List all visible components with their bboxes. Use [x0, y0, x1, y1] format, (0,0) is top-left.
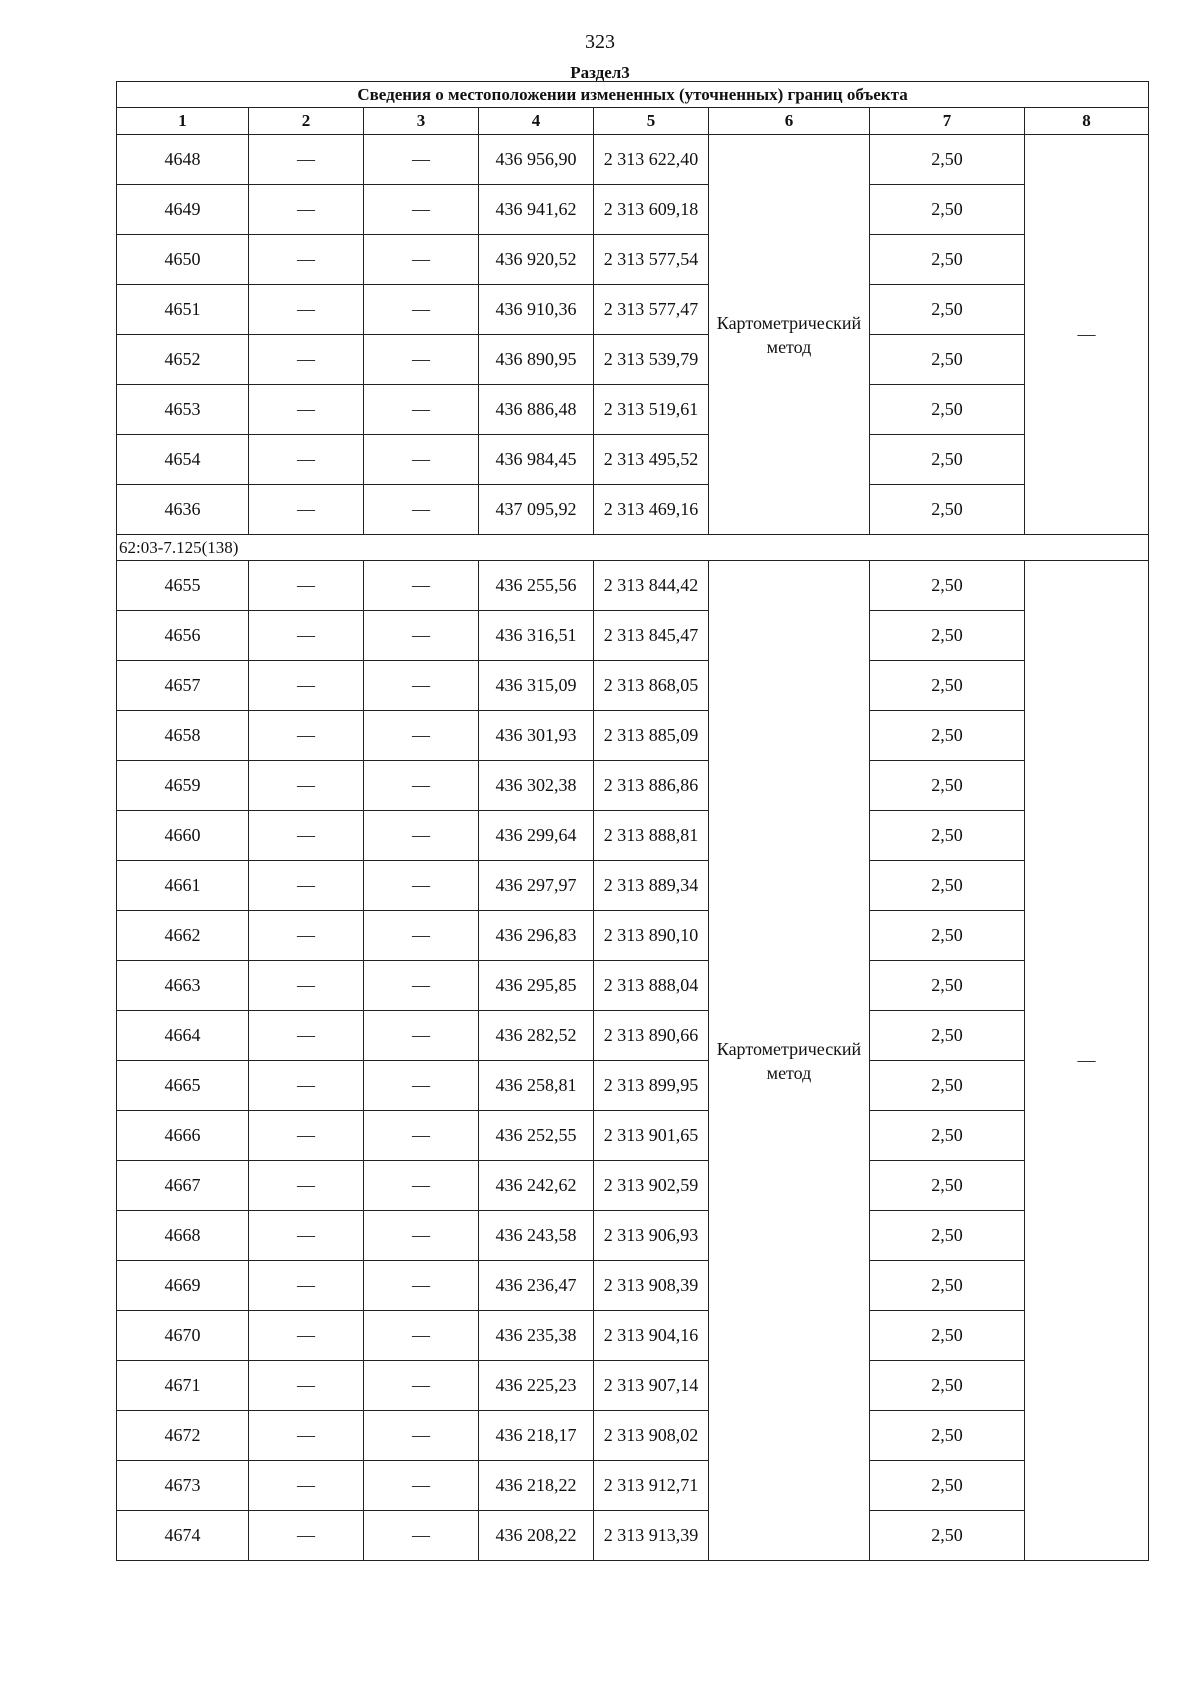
- table-row: [117, 1161, 1149, 1211]
- column-number: 5: [594, 108, 709, 135]
- column-2-cell: —: [249, 561, 364, 611]
- point-number-cell: 4670: [117, 1311, 249, 1361]
- column-2-cell: —: [249, 385, 364, 435]
- y-coordinate-cell: 2 313 885,09: [594, 711, 709, 761]
- column-3-cell: —: [364, 285, 479, 335]
- accuracy-cell: 2,50: [870, 961, 1025, 1011]
- table-row: [117, 1511, 1149, 1561]
- accuracy-cell: 2,50: [870, 1411, 1025, 1461]
- point-number-cell: 4636: [117, 485, 249, 535]
- x-coordinate-cell: 437 095,92: [479, 485, 594, 535]
- table-row: [117, 185, 1149, 235]
- x-coordinate-cell: 436 236,47: [479, 1261, 594, 1311]
- page-number: 323: [585, 31, 615, 53]
- column-number: 7: [870, 108, 1025, 135]
- column-3-cell: —: [364, 1311, 479, 1361]
- point-number-cell: 4673: [117, 1461, 249, 1511]
- column-3-cell: —: [364, 1011, 479, 1061]
- y-coordinate-cell: 2 313 908,02: [594, 1411, 709, 1461]
- x-coordinate-cell: 436 984,45: [479, 435, 594, 485]
- point-number-cell: 4652: [117, 335, 249, 385]
- accuracy-cell: 2,50: [870, 661, 1025, 711]
- column-2-cell: —: [249, 1511, 364, 1561]
- column-3-cell: —: [364, 1261, 479, 1311]
- table-row: [117, 385, 1149, 435]
- y-coordinate-cell: 2 313 886,86: [594, 761, 709, 811]
- y-coordinate-cell: 2 313 577,47: [594, 285, 709, 335]
- column-3-cell: —: [364, 661, 479, 711]
- x-coordinate-cell: 436 255,56: [479, 561, 594, 611]
- column-3-cell: —: [364, 961, 479, 1011]
- accuracy-cell: 2,50: [870, 285, 1025, 335]
- table-row: [117, 661, 1149, 711]
- point-number-cell: 4667: [117, 1161, 249, 1211]
- y-coordinate-cell: 2 313 539,79: [594, 335, 709, 385]
- x-coordinate-cell: 436 910,36: [479, 285, 594, 335]
- x-coordinate-cell: 436 218,22: [479, 1461, 594, 1511]
- table-row: [117, 561, 1149, 611]
- point-number-cell: 4656: [117, 611, 249, 661]
- column-3-cell: —: [364, 1211, 479, 1261]
- y-coordinate-cell: 2 313 888,81: [594, 811, 709, 861]
- x-coordinate-cell: 436 956,90: [479, 135, 594, 185]
- accuracy-cell: 2,50: [870, 711, 1025, 761]
- table-caption: Сведения о местоположении измененных (уточненных) границ объекта: [117, 82, 1149, 108]
- point-number-cell: 4654: [117, 435, 249, 485]
- table-row: [117, 485, 1149, 535]
- column-3-cell: —: [364, 1461, 479, 1511]
- accuracy-cell: 2,50: [870, 335, 1025, 385]
- point-number-cell: 4650: [117, 235, 249, 285]
- y-coordinate-cell: 2 313 902,59: [594, 1161, 709, 1211]
- column-2-cell: —: [249, 761, 364, 811]
- column-8-cell: —: [1025, 135, 1149, 535]
- point-number-cell: 4661: [117, 861, 249, 911]
- table-row: [117, 761, 1149, 811]
- x-coordinate-cell: 436 316,51: [479, 611, 594, 661]
- point-number-cell: 4672: [117, 1411, 249, 1461]
- accuracy-cell: 2,50: [870, 185, 1025, 235]
- column-3-cell: —: [364, 1511, 479, 1561]
- column-2-cell: —: [249, 285, 364, 335]
- x-coordinate-cell: 436 890,95: [479, 335, 594, 385]
- y-coordinate-cell: 2 313 890,10: [594, 911, 709, 961]
- table-row: [117, 1211, 1149, 1261]
- y-coordinate-cell: 2 313 906,93: [594, 1211, 709, 1261]
- table-body: [117, 135, 1149, 1561]
- accuracy-cell: 2,50: [870, 385, 1025, 435]
- x-coordinate-cell: 436 243,58: [479, 1211, 594, 1261]
- method-cell: Картометрический метод: [709, 135, 870, 535]
- column-number: 2: [249, 108, 364, 135]
- x-coordinate-cell: 436 941,62: [479, 185, 594, 235]
- column-3-cell: —: [364, 185, 479, 235]
- point-number-cell: 4655: [117, 561, 249, 611]
- table-row: [117, 135, 1149, 185]
- column-2-cell: —: [249, 1461, 364, 1511]
- column-number: 8: [1025, 108, 1149, 135]
- x-coordinate-cell: 436 242,62: [479, 1161, 594, 1211]
- point-number-cell: 4666: [117, 1111, 249, 1161]
- x-coordinate-cell: 436 302,38: [479, 761, 594, 811]
- y-coordinate-cell: 2 313 907,14: [594, 1361, 709, 1411]
- y-coordinate-cell: 2 313 519,61: [594, 385, 709, 435]
- accuracy-cell: 2,50: [870, 561, 1025, 611]
- column-2-cell: —: [249, 1011, 364, 1061]
- table-row: [117, 235, 1149, 285]
- column-2-cell: —: [249, 485, 364, 535]
- table-row: [117, 1411, 1149, 1461]
- column-2-cell: —: [249, 1311, 364, 1361]
- accuracy-cell: 2,50: [870, 911, 1025, 961]
- y-coordinate-cell: 2 313 469,16: [594, 485, 709, 535]
- point-number-cell: 4663: [117, 961, 249, 1011]
- column-3-cell: —: [364, 811, 479, 861]
- table-row: [117, 1011, 1149, 1061]
- accuracy-cell: 2,50: [870, 1311, 1025, 1361]
- column-2-cell: —: [249, 1061, 364, 1111]
- point-number-cell: 4662: [117, 911, 249, 961]
- column-3-cell: —: [364, 1161, 479, 1211]
- column-number: 6: [709, 108, 870, 135]
- column-3-cell: —: [364, 335, 479, 385]
- x-coordinate-cell: 436 299,64: [479, 811, 594, 861]
- column-3-cell: —: [364, 761, 479, 811]
- accuracy-cell: 2,50: [870, 1361, 1025, 1411]
- column-2-cell: —: [249, 961, 364, 1011]
- column-2-cell: —: [249, 1411, 364, 1461]
- accuracy-cell: 2,50: [870, 1461, 1025, 1511]
- column-3-cell: —: [364, 235, 479, 285]
- accuracy-cell: 2,50: [870, 811, 1025, 861]
- y-coordinate-cell: 2 313 577,54: [594, 235, 709, 285]
- table-row: [117, 1311, 1149, 1361]
- y-coordinate-cell: 2 313 889,34: [594, 861, 709, 911]
- column-2-cell: —: [249, 435, 364, 485]
- accuracy-cell: 2,50: [870, 1511, 1025, 1561]
- y-coordinate-cell: 2 313 908,39: [594, 1261, 709, 1311]
- y-coordinate-cell: 2 313 622,40: [594, 135, 709, 185]
- column-number: 1: [117, 108, 249, 135]
- column-3-cell: —: [364, 1411, 479, 1461]
- column-3-cell: —: [364, 435, 479, 485]
- point-number-cell: 4657: [117, 661, 249, 711]
- accuracy-cell: 2,50: [870, 761, 1025, 811]
- point-number-cell: 4671: [117, 1361, 249, 1411]
- table-row: [117, 1461, 1149, 1511]
- point-number-cell: 4653: [117, 385, 249, 435]
- cadastral-number-label: 62:03-7.125(138): [117, 535, 1149, 561]
- column-2-cell: —: [249, 861, 364, 911]
- column-3-cell: —: [364, 861, 479, 911]
- y-coordinate-cell: 2 313 609,18: [594, 185, 709, 235]
- table-row: [117, 611, 1149, 661]
- column-2-cell: —: [249, 611, 364, 661]
- x-coordinate-cell: 436 315,09: [479, 661, 594, 711]
- point-number-cell: 4668: [117, 1211, 249, 1261]
- y-coordinate-cell: 2 313 904,16: [594, 1311, 709, 1361]
- y-coordinate-cell: 2 313 899,95: [594, 1061, 709, 1111]
- column-3-cell: —: [364, 135, 479, 185]
- column-2-cell: —: [249, 811, 364, 861]
- column-3-cell: —: [364, 385, 479, 435]
- y-coordinate-cell: 2 313 888,04: [594, 961, 709, 1011]
- table-row: [117, 1111, 1149, 1161]
- accuracy-cell: 2,50: [870, 1211, 1025, 1261]
- point-number-cell: 4659: [117, 761, 249, 811]
- table-row: [117, 711, 1149, 761]
- y-coordinate-cell: 2 313 912,71: [594, 1461, 709, 1511]
- x-coordinate-cell: 436 252,55: [479, 1111, 594, 1161]
- accuracy-cell: 2,50: [870, 861, 1025, 911]
- column-3-cell: —: [364, 611, 479, 661]
- column-8-cell: —: [1025, 561, 1149, 1561]
- table-row: [117, 285, 1149, 335]
- accuracy-cell: 2,50: [870, 1111, 1025, 1161]
- column-2-cell: —: [249, 911, 364, 961]
- point-number-cell: 4660: [117, 811, 249, 861]
- point-number-cell: 4649: [117, 185, 249, 235]
- x-coordinate-cell: 436 208,22: [479, 1511, 594, 1561]
- column-3-cell: —: [364, 1361, 479, 1411]
- column-number-row: [117, 108, 1149, 135]
- x-coordinate-cell: 436 297,97: [479, 861, 594, 911]
- accuracy-cell: 2,50: [870, 1261, 1025, 1311]
- column-2-cell: —: [249, 711, 364, 761]
- table-row: [117, 811, 1149, 861]
- boundary-points-table: [116, 81, 1149, 1561]
- accuracy-cell: 2,50: [870, 485, 1025, 535]
- column-2-cell: —: [249, 1211, 364, 1261]
- x-coordinate-cell: 436 301,93: [479, 711, 594, 761]
- table-row: [117, 961, 1149, 1011]
- column-2-cell: —: [249, 1161, 364, 1211]
- x-coordinate-cell: 436 296,83: [479, 911, 594, 961]
- column-2-cell: —: [249, 185, 364, 235]
- x-coordinate-cell: 436 258,81: [479, 1061, 594, 1111]
- accuracy-cell: 2,50: [870, 135, 1025, 185]
- column-3-cell: —: [364, 1111, 479, 1161]
- y-coordinate-cell: 2 313 495,52: [594, 435, 709, 485]
- table-row: [117, 1361, 1149, 1411]
- column-2-cell: —: [249, 1111, 364, 1161]
- column-3-cell: —: [364, 485, 479, 535]
- x-coordinate-cell: 436 282,52: [479, 1011, 594, 1061]
- table-row: [117, 1261, 1149, 1311]
- point-number-cell: 4648: [117, 135, 249, 185]
- column-2-cell: —: [249, 135, 364, 185]
- point-number-cell: 4664: [117, 1011, 249, 1061]
- accuracy-cell: 2,50: [870, 611, 1025, 661]
- table-row: [117, 911, 1149, 961]
- point-number-cell: 4651: [117, 285, 249, 335]
- column-2-cell: —: [249, 1261, 364, 1311]
- accuracy-cell: 2,50: [870, 1061, 1025, 1111]
- y-coordinate-cell: 2 313 845,47: [594, 611, 709, 661]
- column-2-cell: —: [249, 235, 364, 285]
- y-coordinate-cell: 2 313 890,66: [594, 1011, 709, 1061]
- point-number-cell: 4669: [117, 1261, 249, 1311]
- table-row: [117, 861, 1149, 911]
- table-row: [117, 435, 1149, 485]
- column-number: 3: [364, 108, 479, 135]
- point-number-cell: 4665: [117, 1061, 249, 1111]
- x-coordinate-cell: 436 235,38: [479, 1311, 594, 1361]
- x-coordinate-cell: 436 886,48: [479, 385, 594, 435]
- accuracy-cell: 2,50: [870, 235, 1025, 285]
- y-coordinate-cell: 2 313 868,05: [594, 661, 709, 711]
- y-coordinate-cell: 2 313 913,39: [594, 1511, 709, 1561]
- x-coordinate-cell: 436 920,52: [479, 235, 594, 285]
- accuracy-cell: 2,50: [870, 1161, 1025, 1211]
- table-row: [117, 1061, 1149, 1111]
- y-coordinate-cell: 2 313 844,42: [594, 561, 709, 611]
- x-coordinate-cell: 436 225,23: [479, 1361, 594, 1411]
- x-coordinate-cell: 436 218,17: [479, 1411, 594, 1461]
- x-coordinate-cell: 436 295,85: [479, 961, 594, 1011]
- column-2-cell: —: [249, 1361, 364, 1411]
- column-3-cell: —: [364, 911, 479, 961]
- accuracy-cell: 2,50: [870, 1011, 1025, 1061]
- group-header-row: [117, 535, 1149, 561]
- method-cell: Картометрический метод: [709, 561, 870, 1561]
- column-3-cell: —: [364, 561, 479, 611]
- y-coordinate-cell: 2 313 901,65: [594, 1111, 709, 1161]
- table-row: [117, 335, 1149, 385]
- section-title: Раздел3: [570, 63, 630, 82]
- column-2-cell: —: [249, 335, 364, 385]
- point-number-cell: 4658: [117, 711, 249, 761]
- column-3-cell: —: [364, 711, 479, 761]
- column-2-cell: —: [249, 661, 364, 711]
- column-3-cell: —: [364, 1061, 479, 1111]
- point-number-cell: 4674: [117, 1511, 249, 1561]
- column-number: 4: [479, 108, 594, 135]
- accuracy-cell: 2,50: [870, 435, 1025, 485]
